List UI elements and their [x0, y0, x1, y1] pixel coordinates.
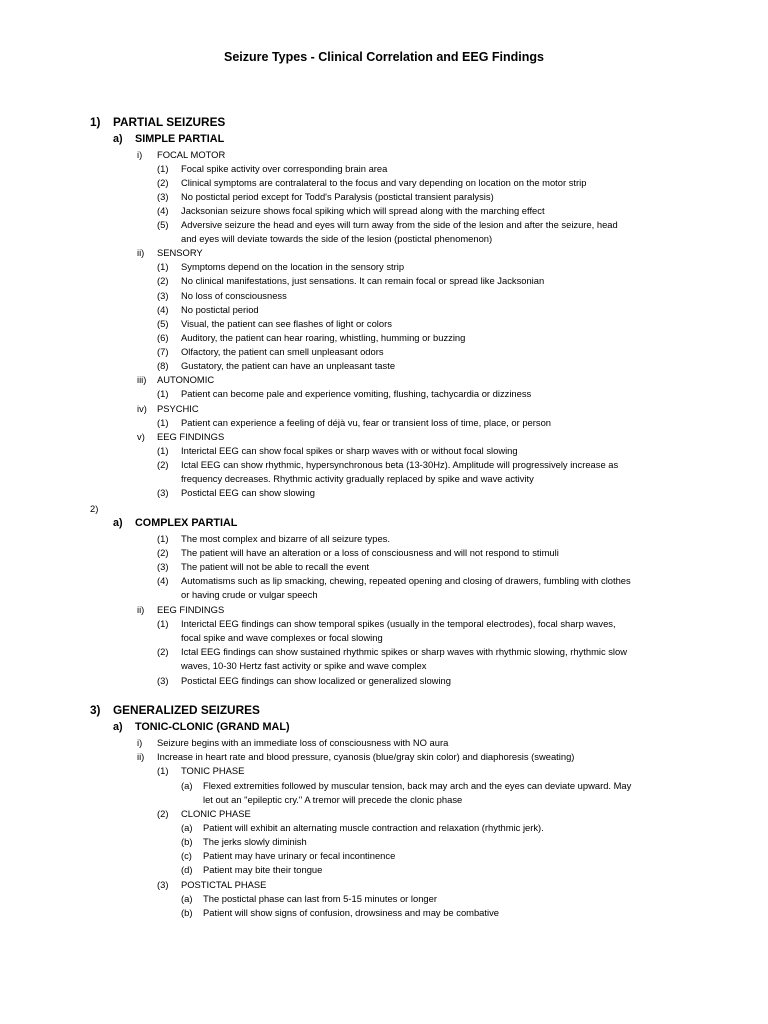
item-text: Olfactory, the patient can smell unpleasant odors	[181, 346, 384, 357]
roman-label: EEG FINDINGS	[157, 604, 225, 615]
roman-text: Seizure begins with an immediate loss of consciousness with NO aura	[157, 737, 449, 748]
roman-numeral: iv)	[137, 403, 147, 414]
subsection-heading: SIMPLE PARTIAL	[135, 133, 225, 145]
phase-label: POSTICTAL PHASE	[181, 879, 267, 890]
item-letter: (a)	[181, 822, 193, 833]
item-text: Adversive seizure the head and eyes will turn away from the side of the lesion and after the seizure, head	[181, 219, 618, 230]
roman-label: AUTONOMIC	[157, 374, 215, 385]
item-number: (1)	[157, 388, 169, 399]
item-text: Automatisms such as lip smacking, chewing, repeated opening and closing of drawers, fumbling with clothes	[181, 575, 631, 586]
item-number: (3)	[157, 290, 169, 301]
item-text-continued: and eyes will deviate towards the side of the lesion (postictal phenomenon)	[181, 233, 493, 244]
phase-number: (2)	[157, 808, 169, 819]
subsection-letter: a)	[113, 517, 123, 529]
item-number: (2)	[157, 177, 169, 188]
item-letter: (c)	[181, 850, 192, 861]
roman-numeral: ii)	[137, 751, 145, 762]
item-text: Auditory, the patient can hear roaring, whistling, humming or buzzing	[181, 332, 466, 343]
phase-number: (1)	[157, 765, 169, 776]
item-text: Ictal EEG can show rhythmic, hypersynchronous beta (13-30Hz). Amplitude will progressively increase as	[181, 459, 619, 470]
item-text: No clinical manifestations, just sensations. It can remain focal or spread like Jacksonian	[181, 275, 545, 286]
subsection-letter: a)	[113, 133, 123, 145]
item-number: (2)	[157, 547, 169, 558]
item-number: (2)	[157, 459, 169, 470]
item-number: (3)	[157, 561, 169, 572]
item-letter: (b)	[181, 907, 193, 918]
item-text: Patient may have urinary or fecal incontinence	[203, 850, 396, 861]
roman-numeral: iii)	[137, 374, 147, 385]
item-number: (3)	[157, 487, 169, 498]
item-text: No postictal period	[181, 304, 259, 315]
phase-label: CLONIC PHASE	[181, 808, 251, 819]
item-number: (4)	[157, 575, 169, 586]
roman-numeral: i)	[137, 737, 143, 748]
item-text: Flexed extremities followed by muscular tension, back may arch and the eyes can deviate upward. May	[203, 780, 632, 791]
item-number: (6)	[157, 332, 169, 343]
item-text: Jacksonian seizure shows focal spiking which will spread along with the marching effect	[181, 205, 545, 216]
item-text: Interictal EEG findings can show temporal spikes (usually in the temporal electrodes), focal sharp waves,	[181, 618, 616, 629]
section-number: 2)	[90, 503, 99, 514]
item-text: Postictal EEG findings can show localized or generalized slowing	[181, 675, 451, 686]
item-number: (1)	[157, 618, 169, 629]
item-text: Gustatory, the patient can have an unpleasant taste	[181, 360, 396, 371]
item-letter: (a)	[181, 780, 193, 791]
item-number: (3)	[157, 191, 169, 202]
item-text: Interictal EEG can show focal spikes or sharp waves with or without focal slowing	[181, 445, 518, 456]
item-number: (1)	[157, 417, 169, 428]
item-text: Patient can experience a feeling of déjà vu, fear or transient loss of time, place, or person	[181, 417, 552, 428]
item-number: (1)	[157, 445, 169, 456]
item-number: (1)	[157, 533, 169, 544]
item-number: (2)	[157, 275, 169, 286]
phase-label: TONIC PHASE	[181, 765, 245, 776]
item-number: (8)	[157, 360, 169, 371]
item-text: The most complex and bizarre of all seizure types.	[181, 533, 390, 544]
item-text: No postictal period except for Todd's Paralysis (postictal transient paralysis)	[181, 191, 494, 202]
item-number: (2)	[157, 646, 169, 657]
item-number: (7)	[157, 346, 169, 357]
item-text: The patient will have an alteration or a loss of consciousness and will not respond to stimuli	[181, 547, 559, 558]
item-text: Clinical symptoms are contralateral to the focus and vary depending on location on the motor strip	[181, 177, 587, 188]
item-letter: (d)	[181, 864, 193, 875]
item-text: Patient may bite their tongue	[203, 864, 323, 875]
item-text: Postictal EEG can show slowing	[181, 487, 315, 498]
section-heading: GENERALIZED SEIZURES	[113, 703, 260, 717]
item-number: (1)	[157, 163, 169, 174]
roman-numeral: ii)	[137, 604, 145, 615]
item-number: (4)	[157, 205, 169, 216]
item-text: Ictal EEG findings can show sustained rhythmic spikes or sharp waves with rhythmic slowing, rhythmic slow	[181, 646, 628, 657]
roman-label: FOCAL MOTOR	[157, 149, 226, 160]
item-text: Visual, the patient can see flashes of light or colors	[181, 318, 392, 329]
item-text-continued: frequency decreases. Rhythmic activity gradually replaced by spike and wave activity	[181, 473, 534, 484]
item-text-continued: let out an "epileptic cry." A tremor will precede the clonic phase	[203, 794, 463, 805]
item-text: No loss of consciousness	[181, 290, 287, 301]
item-number: (5)	[157, 219, 169, 230]
subsection-heading: COMPLEX PARTIAL	[135, 517, 238, 529]
item-text-continued: focal spike and wave complexes or focal slowing	[181, 632, 383, 643]
section-number: 1)	[90, 115, 101, 129]
item-text-continued: or having crude or vulgar speech	[181, 589, 318, 600]
item-text: Symptoms depend on the location in the sensory strip	[181, 261, 405, 272]
item-text: Focal spike activity over corresponding brain area	[181, 163, 388, 174]
roman-label: PSYCHIC	[157, 403, 199, 414]
roman-text: Increase in heart rate and blood pressure, cyanosis (blue/gray skin color) and diaphoresis (sweating)	[157, 751, 575, 762]
roman-numeral: v)	[137, 431, 145, 442]
item-number: (1)	[157, 261, 169, 272]
item-number: (3)	[157, 675, 169, 686]
item-text: Patient will show signs of confusion, drowsiness and may be combative	[203, 907, 499, 918]
item-letter: (b)	[181, 836, 193, 847]
item-text-continued: waves, 10-30 Hertz fast activity or spike and wave complex	[181, 660, 427, 671]
item-number: (4)	[157, 304, 169, 315]
item-number: (5)	[157, 318, 169, 329]
item-text: Patient will exhibit an alternating muscle contraction and relaxation (rhythmic jerk).	[203, 822, 544, 833]
page-title: Seizure Types - Clinical Correlation and EEG Findings	[224, 50, 544, 64]
roman-label: EEG FINDINGS	[157, 431, 225, 442]
item-text: The jerks slowly diminish	[203, 836, 307, 847]
item-text: Patient can become pale and experience vomiting, flushing, tachycardia or dizziness	[181, 388, 532, 399]
roman-label: SENSORY	[157, 247, 203, 258]
section-number: 3)	[90, 703, 101, 717]
item-text: The patient will not be able to recall the event	[181, 561, 370, 572]
subsection-heading: TONIC-CLONIC (GRAND MAL)	[135, 721, 290, 733]
item-letter: (a)	[181, 893, 193, 904]
roman-numeral: i)	[137, 149, 143, 160]
phase-number: (3)	[157, 879, 169, 890]
item-text: The postictal phase can last from 5-15 minutes or longer	[203, 893, 437, 904]
subsection-letter: a)	[113, 721, 123, 733]
section-heading: PARTIAL SEIZURES	[113, 115, 226, 129]
roman-numeral: ii)	[137, 247, 145, 258]
